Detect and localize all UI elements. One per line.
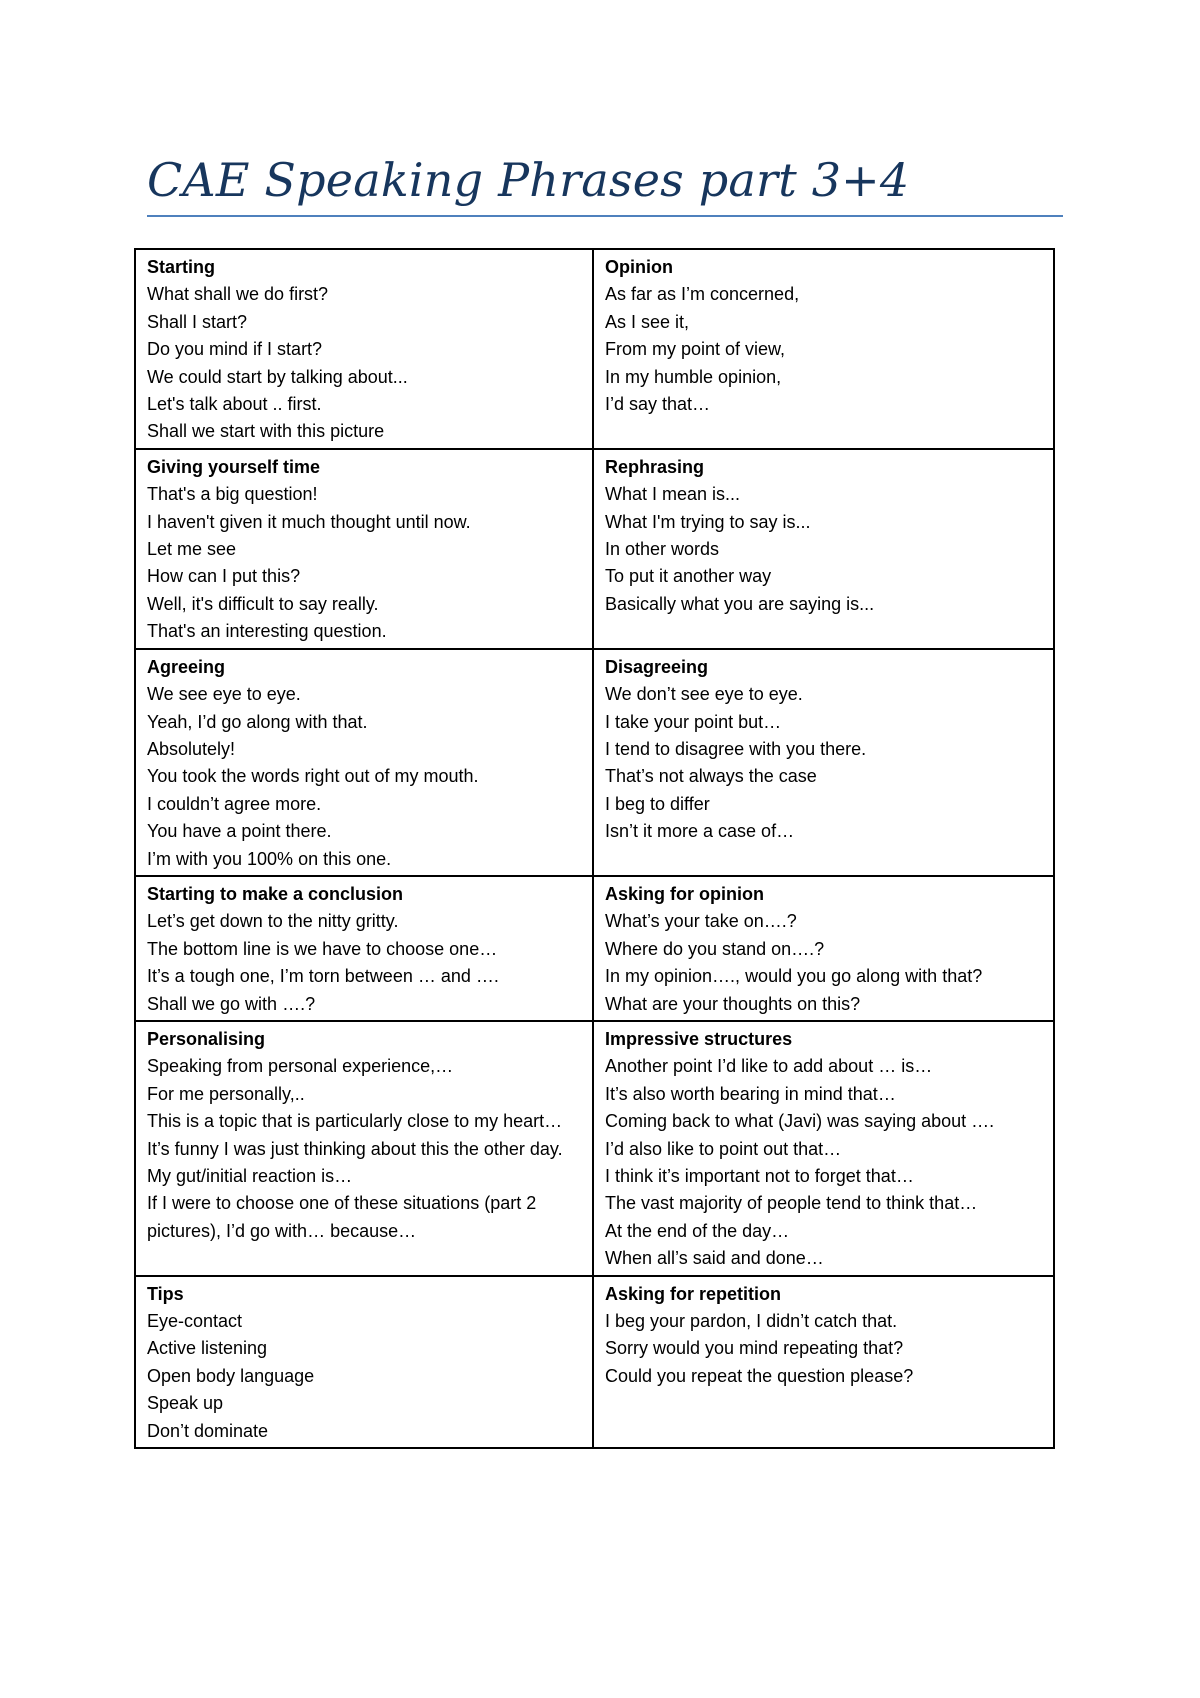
table-row: [135, 449, 1054, 649]
phrase-line: Yeah, I’d go along with that.: [147, 711, 368, 732]
phrase-line: This is a topic that is particularly close to my heart…: [147, 1111, 563, 1132]
phrase-line: Well, it's difficult to say really.: [147, 593, 379, 614]
section-heading: Starting: [147, 257, 216, 277]
phrase-line: We don’t see eye to eye.: [605, 684, 803, 705]
phrase-line: I haven't given it much thought until now.: [147, 511, 471, 532]
phrase-cell-impressive-structures: [593, 1021, 1054, 1276]
phrase-line: You have a point there.: [147, 821, 332, 842]
phrase-line: I beg to differ: [605, 793, 710, 814]
phrase-line: Shall I start?: [147, 311, 248, 332]
section-heading: Impressive structures: [605, 1028, 793, 1049]
section-heading: Tips: [147, 1283, 184, 1304]
phrase-line: Another point I’d like to add about … is…: [605, 1056, 933, 1077]
section-heading: Opinion: [605, 257, 673, 277]
table-row: [135, 649, 1054, 876]
phrase-line: What I'm trying to say is...: [605, 511, 811, 532]
phrase-line: From my point of view,: [605, 339, 786, 360]
phrase-line: Speak up: [147, 1393, 224, 1414]
table-row: [135, 1276, 1054, 1448]
phrase-line: What shall we do first?: [147, 284, 329, 305]
phrase-cell-conclusion: [135, 876, 593, 1021]
section-heading: Personalising: [147, 1028, 266, 1049]
phrase-line: Do you mind if I start?: [147, 339, 323, 360]
phrase-line: To put it another way: [605, 566, 772, 587]
phrase-line: I’d say that…: [605, 394, 711, 415]
phrase-cell-asking-for-repetition: [593, 1276, 1054, 1448]
phrase-line: For me personally,..: [147, 1083, 305, 1104]
phrase-line: If I were to choose one of these situations (part 2 pictures), I’d go with… because…: [147, 1193, 537, 1241]
phrase-line: You took the words right out of my mouth.: [147, 766, 479, 787]
phrase-cell-agreeing: [135, 649, 593, 876]
phrase-line: That's a big question!: [147, 484, 318, 505]
phrase-cell-opinion: [593, 249, 1054, 449]
phrase-line: We could start by talking about...: [147, 366, 408, 387]
section-heading: Asking for opinion: [605, 883, 764, 904]
phrase-line: What I mean is...: [605, 484, 741, 505]
phrase-line: As far as I’m concerned,: [605, 284, 800, 305]
phrase-line: Could you repeat the question please?: [605, 1365, 914, 1386]
section-heading: Asking for repetition: [605, 1283, 782, 1304]
phrase-line: Let me see: [147, 539, 237, 560]
phrase-line: The bottom line is we have to choose one…: [147, 938, 498, 959]
phrase-line: In my humble opinion,: [605, 366, 782, 387]
phrase-line: At the end of the day…: [605, 1220, 790, 1241]
phrase-line: We see eye to eye.: [147, 684, 301, 705]
phrase-cell-asking-for-opinion: [593, 876, 1054, 1021]
phrase-line: In my opinion…., would you go along with that?: [605, 966, 983, 987]
page-title: CAE Speaking Phrases part 3+4: [147, 153, 910, 207]
phrase-line: What are your thoughts on this?: [605, 993, 861, 1014]
phrase-line: Active listening: [147, 1338, 268, 1359]
phrase-line: Sorry would you mind repeating that?: [605, 1338, 904, 1359]
phrase-line: What’s your take on….?: [605, 911, 797, 932]
phrase-line: I tend to disagree with you there.: [605, 738, 867, 759]
phrase-line: Shall we go with ….?: [147, 993, 316, 1014]
phrase-line: Isn’t it more a case of…: [605, 821, 795, 842]
phrase-line: As I see it,: [605, 311, 690, 332]
phrase-line: My gut/initial reaction is…: [147, 1166, 353, 1186]
phrase-line: I’m with you 100% on this one.: [147, 848, 392, 869]
section-heading: Starting to make a conclusion: [147, 883, 404, 904]
phrase-line: Coming back to what (Javi) was saying about ….: [605, 1111, 995, 1132]
phrase-cell-disagreeing: [593, 649, 1054, 876]
phrase-line: I take your point but…: [605, 711, 782, 732]
phrase-line: I’d also like to point out that…: [605, 1138, 842, 1159]
phrase-cell-rephrasing: [593, 449, 1054, 649]
phrase-line: The vast majority of people tend to think that…: [605, 1193, 978, 1214]
phrase-line: Speaking from personal experience,…: [147, 1056, 454, 1077]
phrase-line: Let’s get down to the nitty gritty.: [147, 911, 399, 932]
table-row: [135, 249, 1054, 449]
phrase-line: Let's talk about .. first.: [147, 394, 322, 415]
phrase-line: Shall we start with this picture: [147, 421, 385, 442]
phrase-line: Don’t dominate: [147, 1420, 269, 1441]
title-underline: [147, 215, 1063, 217]
phrase-line: It’s funny I was just thinking about this the other day.: [147, 1138, 563, 1159]
phrase-line: I beg your pardon, I didn’t catch that.: [605, 1311, 898, 1332]
phrase-line: It’s also worth bearing in mind that…: [605, 1083, 896, 1104]
phrase-line: How can I put this?: [147, 566, 301, 587]
table-row: [135, 876, 1054, 1021]
phrase-line: Eye-contact: [147, 1311, 243, 1332]
section-heading: Giving yourself time: [147, 456, 321, 477]
phrase-line: Absolutely!: [147, 738, 236, 759]
phrase-line: Basically what you are saying is...: [605, 593, 875, 614]
phrase-table: [134, 248, 1055, 1449]
phrase-line: Open body language: [147, 1365, 315, 1386]
phrase-line: That’s not always the case: [605, 766, 817, 787]
section-heading: Disagreeing: [605, 656, 709, 677]
phrase-line: In other words: [605, 539, 720, 560]
phrase-line: I think it’s important not to forget that…: [605, 1166, 914, 1186]
phrase-line: It’s a tough one, I’m torn between … and ….: [147, 966, 499, 987]
section-heading: Agreeing: [147, 656, 226, 677]
table-row: [135, 1021, 1054, 1276]
phrase-cell-personalising: [135, 1021, 593, 1276]
phrase-cell-tips: [135, 1276, 593, 1448]
phrase-line: I couldn’t agree more.: [147, 793, 322, 814]
phrase-cell-starting: [135, 249, 593, 449]
phrase-line: That's an interesting question.: [147, 621, 387, 642]
phrase-cell-giving-yourself-time: [135, 449, 593, 649]
phrase-line: Where do you stand on….?: [605, 938, 825, 959]
section-heading: Rephrasing: [605, 456, 705, 477]
phrase-line: When all’s said and done…: [605, 1248, 824, 1269]
